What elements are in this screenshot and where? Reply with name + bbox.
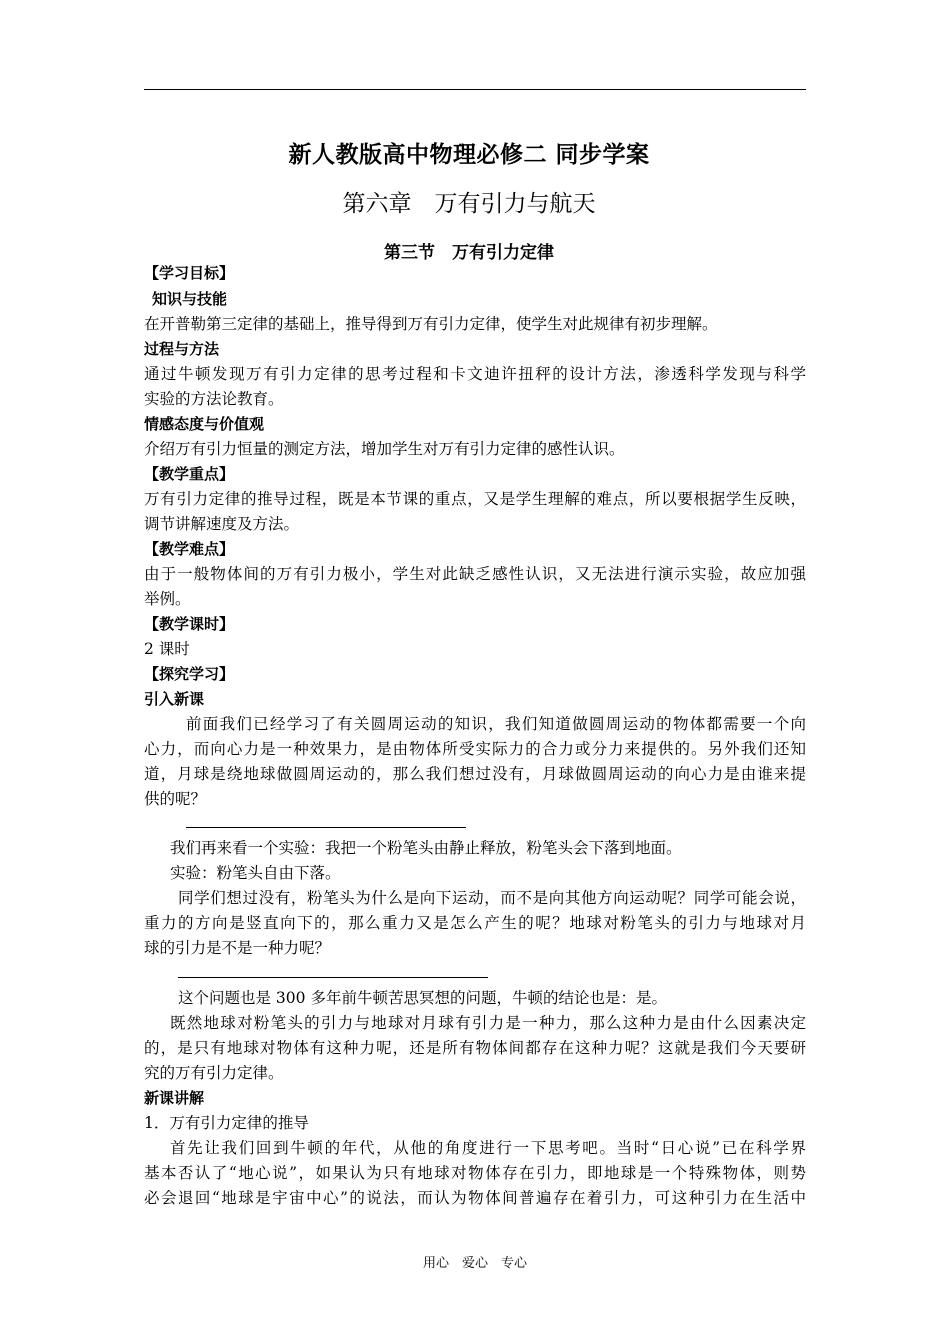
derivation-paragraph-line: 首先让我们回到牛顿的年代，从他的角度进行一下思考吧。当时“日心说”已在科学界: [170, 1139, 806, 1157]
page-footer: 用心 爱心 专心: [422, 1256, 527, 1271]
key-points-line: 万有引力定律的推导过程，既是本节课的重点，又是学生理解的难点，所以要根据学生反映，: [144, 490, 806, 508]
process-text-line: 实验的方法论教育。: [144, 390, 284, 408]
knowledge-text: 在开普勒第三定律的基础上，推导得到万有引力定律，使学生对此规律有初步理解。: [144, 315, 718, 333]
answer-blank: [178, 977, 488, 978]
emotion-heading: 情感态度与价值观: [144, 415, 265, 433]
header-rule: [144, 89, 806, 90]
key-points-heading: 【教学重点】: [144, 465, 235, 483]
knowledge-heading: 知识与技能: [152, 290, 228, 308]
lecture-heading: 新课讲解: [144, 1089, 205, 1107]
force-paragraph-line: 既然地球对粉笔头的引力与地球对月球有引力是一种力，那么这种力是由什么因素决定: [170, 1014, 806, 1032]
key-points-line: 调节讲解速度及方法。: [144, 515, 300, 533]
difficulties-heading: 【教学难点】: [144, 540, 235, 558]
hours-heading: 【教学课时】: [144, 615, 235, 633]
force-paragraph-line: 的，是只有地球对物体有这种力呢，还是所有物体间都存在这种力呢？这就是我们今天要研: [144, 1039, 806, 1057]
answer-blank: [186, 827, 466, 828]
document-title: 新人教版高中物理必修二 同步学案: [288, 142, 650, 168]
derivation-paragraph-line: 基本否认了“地心说”，如果认为只有地球对物体存在引力，即地球是一个特殊物体，则势: [144, 1164, 806, 1182]
force-paragraph-line: 究的万有引力定律。: [144, 1064, 284, 1082]
experiment-paragraph: 我们再来看一个实验：我把一个粉笔头由静止释放，粉笔头会下落到地面。: [170, 839, 682, 857]
lecture-item: 1．万有引力定律的推导: [144, 1114, 309, 1132]
intro-paragraph-line: 供的呢？: [144, 790, 207, 808]
inquiry-heading: 【探究学习】: [144, 665, 235, 683]
experiment-label: 实验：粉笔头自由下落。: [170, 864, 341, 882]
chapter-title: 第六章 万有引力与航天: [342, 191, 596, 217]
intro-paragraph-line: 道，月球是绕地球做圆周运动的，那么我们想过没有，月球做圆周运动的向心力是由谁来提: [144, 765, 806, 783]
intro-paragraph-line: 心力，而向心力是一种效果力，是由物体所受实际力的合力或分力来提供的。另外我们还知: [144, 740, 806, 758]
objectives-heading: 【学习目标】: [144, 264, 235, 282]
difficulties-line: 举例。: [144, 590, 191, 608]
emotion-text: 介绍万有引力恒量的测定方法，增加学生对万有引力定律的感性认识。: [144, 440, 625, 458]
question-paragraph-line: 重力的方向是竖直向下的，那么重力又是怎么产生的呢？地球对粉笔头的引力与地球对月: [144, 914, 806, 932]
question-paragraph-line: 同学们想过没有，粉笔头为什么是向下运动，而不是向其他方向运动呢？同学可能会说，: [178, 889, 806, 907]
process-text-line: 通过牛顿发现万有引力定律的思考过程和卡文迪许扭秤的设计方法，渗透科学发现与科学: [144, 365, 806, 383]
difficulties-line: 由于一般物体间的万有引力极小，学生对此缺乏感性认识，又无法进行演示实验，故应加强: [144, 565, 806, 583]
newton-paragraph: 这个问题也是 300 多年前牛顿苦思冥想的问题，牛顿的结论也是：是。: [178, 989, 667, 1007]
intro-heading: 引入新课: [144, 690, 205, 708]
process-heading: 过程与方法: [144, 340, 220, 358]
derivation-paragraph-line: 必会退回“地球是宇宙中心”的说法，而认为物体间普遍存在着引力，可这种引力在生活中: [144, 1189, 806, 1207]
hours-text: 2 课时: [144, 640, 190, 658]
intro-paragraph-line: 前面我们已经学习了有关圆周运动的知识，我们知道做圆周运动的物体都需要一个向: [186, 715, 806, 733]
section-title: 第三节 万有引力定律: [384, 243, 554, 263]
question-paragraph-line: 球的引力是不是一种力呢？: [144, 939, 331, 957]
